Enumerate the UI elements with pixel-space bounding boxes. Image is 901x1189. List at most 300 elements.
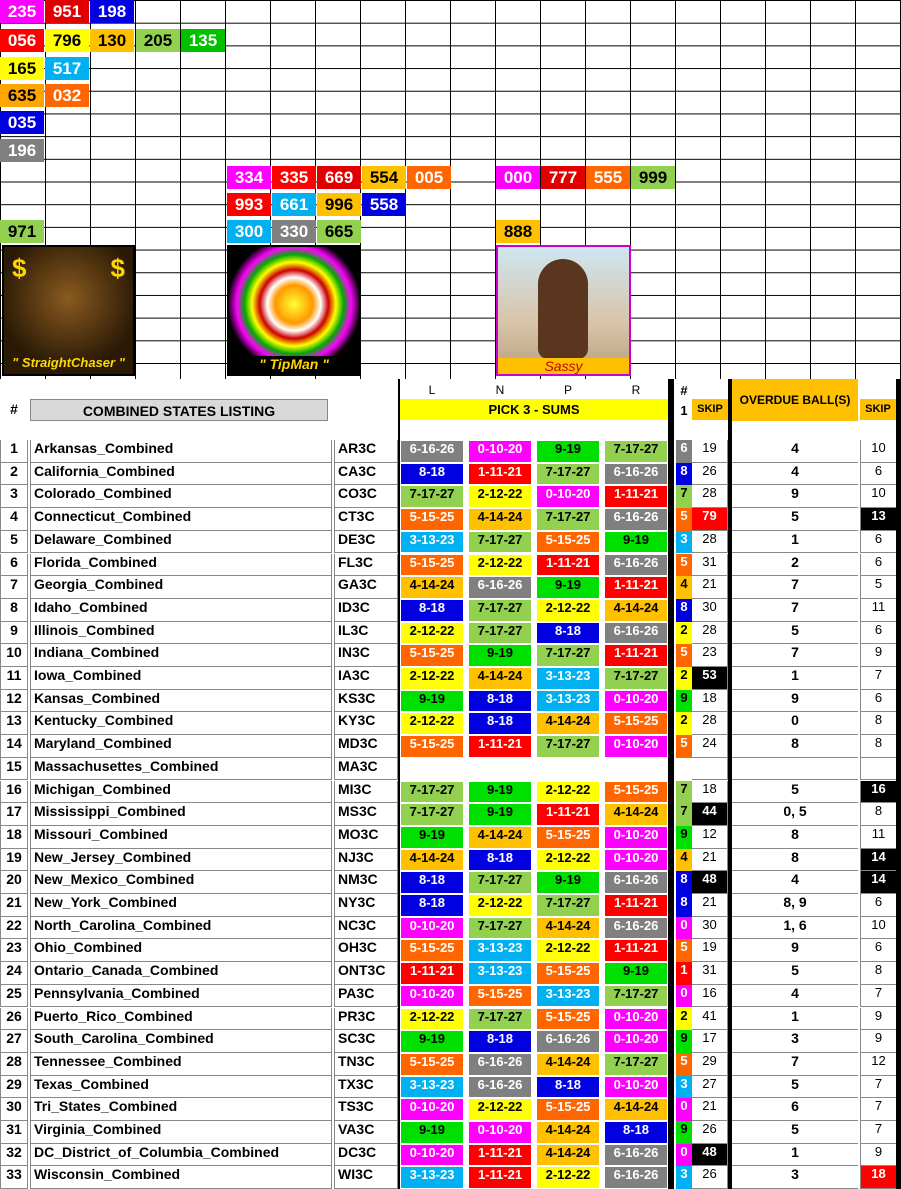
pick-sum: 5-15-25 <box>468 985 532 1008</box>
pick-sum: 1-11-21 <box>604 894 668 917</box>
state-code: MS3C <box>334 803 398 826</box>
state-code: WI3C <box>334 1166 398 1189</box>
pick-sum: 3-13-23 <box>400 1076 464 1099</box>
number-cell: 205 <box>136 29 180 52</box>
number-cell: 130 <box>90 29 134 52</box>
tipman-avatar <box>227 245 361 376</box>
pick-sum: 8-18 <box>468 849 532 872</box>
skip-count: 31 <box>692 554 728 577</box>
pick-sum: 9-19 <box>536 871 600 894</box>
pick-sum: 1-11-21 <box>536 554 600 577</box>
avatar-caption: " StraightChaser " <box>12 355 125 370</box>
skip2-count: 12 <box>860 1053 896 1076</box>
table-row <box>0 826 901 849</box>
sum-digit: 2 <box>676 712 692 735</box>
overdue-balls: 7 <box>732 644 858 667</box>
row-number: 8 <box>0 599 28 622</box>
state-name: Tri_States_Combined <box>30 1098 332 1121</box>
pick-sum: 5-15-25 <box>400 644 464 667</box>
state-name: South_Carolina_Combined <box>30 1030 332 1053</box>
state-name: Massachusettes_Combined <box>30 758 332 781</box>
table-row <box>0 939 901 962</box>
state-name: Illinois_Combined <box>30 622 332 645</box>
row-number: 17 <box>0 803 28 826</box>
pick-sum: 6-16-26 <box>604 463 668 486</box>
number-cell: 517 <box>45 57 89 80</box>
pick-sum: 8-18 <box>468 1030 532 1053</box>
overdue-balls: 9 <box>732 939 858 962</box>
pick-sum: 7-17-27 <box>604 985 668 1008</box>
state-code: SC3C <box>334 1030 398 1053</box>
state-name: Maryland_Combined <box>30 735 332 758</box>
pick-sum: 0-10-20 <box>604 849 668 872</box>
skip2-count: 6 <box>860 463 896 486</box>
skip2-count: 9 <box>860 1030 896 1053</box>
skip-count: 27 <box>692 1076 728 1099</box>
overdue-balls: 2 <box>732 554 858 577</box>
table-row <box>0 599 901 622</box>
pick-sum: 7-17-27 <box>400 485 464 508</box>
sum-digit: 7 <box>676 781 692 804</box>
overdue-balls: 5 <box>732 622 858 645</box>
state-code: TS3C <box>334 1098 398 1121</box>
pick-sum: 6-16-26 <box>604 917 668 940</box>
overdue-balls: 8 <box>732 826 858 849</box>
row-number: 25 <box>0 985 28 1008</box>
row-number: 9 <box>0 622 28 645</box>
pick-sum: 8-18 <box>536 1076 600 1099</box>
row-number: 1 <box>0 440 28 463</box>
pick-sum: 2-12-22 <box>468 485 532 508</box>
states-table <box>0 379 901 1189</box>
pick-sum: 5-15-25 <box>400 554 464 577</box>
header-title: COMBINED STATES LISTING <box>30 399 328 421</box>
pick-sum: 5-15-25 <box>536 826 600 849</box>
pick-sum: 9-19 <box>468 803 532 826</box>
pick-sum: 4-14-24 <box>604 803 668 826</box>
state-code: IN3C <box>334 644 398 667</box>
state-code: CO3C <box>334 485 398 508</box>
pick-sum: 8-18 <box>468 712 532 735</box>
overdue-balls: 4 <box>732 985 858 1008</box>
state-code: DC3C <box>334 1144 398 1167</box>
pick-sum: 4-14-24 <box>468 826 532 849</box>
pick-sum: 0-10-20 <box>400 1144 464 1167</box>
pick-sum: 4-14-24 <box>468 508 532 531</box>
pick-sum: 6-16-26 <box>604 1166 668 1189</box>
skip-count: 18 <box>692 781 728 804</box>
number-cell: 035 <box>0 111 44 134</box>
state-name: Colorado_Combined <box>30 485 332 508</box>
skip-count: 19 <box>692 939 728 962</box>
sum-digit: 7 <box>676 485 692 508</box>
skip-count: 48 <box>692 1144 728 1167</box>
overdue-balls: 5 <box>732 1076 858 1099</box>
skip-count: 21 <box>692 894 728 917</box>
pick-sum: 7-17-27 <box>468 622 532 645</box>
state-name: Kansas_Combined <box>30 690 332 713</box>
pick-sum: 0-10-20 <box>400 985 464 1008</box>
sum-digit: 3 <box>676 1166 692 1189</box>
state-code: PA3C <box>334 985 398 1008</box>
skip-count: 29 <box>692 1053 728 1076</box>
number-cell: 198 <box>90 0 134 23</box>
sum-digit: 5 <box>676 1053 692 1076</box>
skip2-count: 8 <box>860 962 896 985</box>
straightchaser-avatar <box>2 245 135 376</box>
pick-sum: 2-12-22 <box>400 667 464 690</box>
sum-digit: 0 <box>676 1098 692 1121</box>
pick-sum: 6-16-26 <box>400 440 464 463</box>
state-name: Ohio_Combined <box>30 939 332 962</box>
pick-sum: 7-17-27 <box>468 871 532 894</box>
header-hash2: # <box>680 383 688 398</box>
table-row <box>0 917 901 940</box>
skip-count: 23 <box>692 644 728 667</box>
sum-digit: 9 <box>676 690 692 713</box>
skip2-count: 8 <box>860 803 896 826</box>
avatar-figure <box>538 259 588 359</box>
row-number: 7 <box>0 576 28 599</box>
pick-sum: 5-15-25 <box>400 508 464 531</box>
state-name: Connecticut_Combined <box>30 508 332 531</box>
skip2-count: 11 <box>860 599 896 622</box>
state-name: Iowa_Combined <box>30 667 332 690</box>
table-row <box>0 1030 901 1053</box>
state-code: OH3C <box>334 939 398 962</box>
state-name: Ontario_Canada_Combined <box>30 962 332 985</box>
table-row <box>0 1098 901 1121</box>
skip-count: 17 <box>692 1030 728 1053</box>
divider <box>896 379 901 1189</box>
skip2-count: 9 <box>860 644 896 667</box>
state-name: Missouri_Combined <box>30 826 332 849</box>
state-name: Wisconsin_Combined <box>30 1166 332 1189</box>
state-code: KS3C <box>334 690 398 713</box>
skip-count: 44 <box>692 803 728 826</box>
pick-sum: 4-14-24 <box>468 667 532 690</box>
pick-sum: 9-19 <box>400 1030 464 1053</box>
row-number: 6 <box>0 554 28 577</box>
table-row <box>0 985 901 1008</box>
pick-sum: 9-19 <box>400 826 464 849</box>
pick-sum: 3-13-23 <box>468 939 532 962</box>
pick-sum: 1-11-21 <box>468 1144 532 1167</box>
pick-sum: 4-14-24 <box>400 849 464 872</box>
pick-sum: 5-15-25 <box>604 712 668 735</box>
state-code: ONT3C <box>334 962 398 985</box>
skip2-count: 16 <box>860 781 896 804</box>
state-code: DE3C <box>334 531 398 554</box>
number-cell: 665 <box>317 220 361 243</box>
pick-sum: 0-10-20 <box>604 1076 668 1099</box>
number-cell: 558 <box>362 193 406 216</box>
row-number: 18 <box>0 826 28 849</box>
pick-sum: 2-12-22 <box>400 712 464 735</box>
number-cell: 330 <box>272 220 316 243</box>
skip2-count: 5 <box>860 576 896 599</box>
table-row <box>0 803 901 826</box>
number-cell: 334 <box>227 166 271 189</box>
pick-sum: 2-12-22 <box>400 622 464 645</box>
skip2-count: 13 <box>860 508 896 531</box>
state-name: DC_District_of_Columbia_Combined <box>30 1144 332 1167</box>
header-r: R <box>631 383 641 397</box>
pick-sum: 8-18 <box>400 871 464 894</box>
row-number: 21 <box>0 894 28 917</box>
sassy-avatar <box>496 245 631 376</box>
header-p: P <box>563 383 572 397</box>
skip-count: 19 <box>692 440 728 463</box>
skip2-count: 8 <box>860 712 896 735</box>
sum-digit: 0 <box>676 1144 692 1167</box>
number-cell: 235 <box>0 0 44 23</box>
pick-sum: 4-14-24 <box>604 1098 668 1121</box>
state-name: Kentucky_Combined <box>30 712 332 735</box>
pick-sum: 2-12-22 <box>536 939 600 962</box>
pick-sum: 7-17-27 <box>604 440 668 463</box>
state-name: California_Combined <box>30 463 332 486</box>
skip-count: 21 <box>692 849 728 872</box>
pick-sum: 6-16-26 <box>604 554 668 577</box>
row-number: 15 <box>0 758 28 781</box>
row-number: 22 <box>0 917 28 940</box>
table-row <box>0 690 901 713</box>
state-name: Georgia_Combined <box>30 576 332 599</box>
pick-sum: 2-12-22 <box>468 554 532 577</box>
skip2-count: 6 <box>860 690 896 713</box>
skip2-count: 8 <box>860 735 896 758</box>
number-cell: 335 <box>272 166 316 189</box>
state-code: NJ3C <box>334 849 398 872</box>
overdue-balls <box>732 758 858 781</box>
state-name: Florida_Combined <box>30 554 332 577</box>
sum-digit: 2 <box>676 622 692 645</box>
pick-sum: 7-17-27 <box>604 1053 668 1076</box>
overdue-balls: 9 <box>732 690 858 713</box>
skip-count: 12 <box>692 826 728 849</box>
skip2-count: 7 <box>860 1076 896 1099</box>
skip-count: 28 <box>692 622 728 645</box>
table-row <box>0 849 901 872</box>
table-row <box>0 644 901 667</box>
top-grid <box>0 0 901 379</box>
state-code: GA3C <box>334 576 398 599</box>
pick-sum: 6-16-26 <box>536 1030 600 1053</box>
row-number: 29 <box>0 1076 28 1099</box>
row-number: 23 <box>0 939 28 962</box>
state-code: PR3C <box>334 1008 398 1031</box>
skip2-count: 6 <box>860 531 896 554</box>
dollar-icon: $ <box>110 253 125 283</box>
row-number: 28 <box>0 1053 28 1076</box>
row-number: 24 <box>0 962 28 985</box>
pick-sum: 3-13-23 <box>400 531 464 554</box>
pick-sum: 8-18 <box>400 894 464 917</box>
skip2-count <box>860 758 896 781</box>
state-name: Michigan_Combined <box>30 781 332 804</box>
number-cell: 135 <box>181 29 225 52</box>
state-code: TX3C <box>334 1076 398 1099</box>
table-row <box>0 871 901 894</box>
number-cell: 796 <box>45 29 89 52</box>
pick-sum <box>536 758 600 781</box>
header-skip: SKIP <box>692 399 728 420</box>
pick-sum: 1-11-21 <box>468 735 532 758</box>
skip-count <box>692 758 728 781</box>
sum-digit: 9 <box>676 1121 692 1144</box>
state-code: MO3C <box>334 826 398 849</box>
overdue-balls: 1 <box>732 1144 858 1167</box>
pick-sum: 1-11-21 <box>468 463 532 486</box>
state-name: Pennsylvania_Combined <box>30 985 332 1008</box>
pick-sum: 7-17-27 <box>536 508 600 531</box>
dollar-icon: $ <box>12 253 27 283</box>
state-name: Puerto_Rico_Combined <box>30 1008 332 1031</box>
number-cell: 032 <box>45 84 89 107</box>
number-cell: 300 <box>227 220 271 243</box>
number-cell: 661 <box>272 193 316 216</box>
pick-sum: 2-12-22 <box>400 1008 464 1031</box>
table-row <box>0 781 901 804</box>
divider <box>668 379 674 1189</box>
skip2-count: 6 <box>860 894 896 917</box>
pick-sum: 8-18 <box>400 599 464 622</box>
pick-sum: 6-16-26 <box>604 508 668 531</box>
state-code: MI3C <box>334 781 398 804</box>
sum-digit: 0 <box>676 985 692 1008</box>
skip-count: 21 <box>692 1098 728 1121</box>
pick-sum: 7-17-27 <box>536 463 600 486</box>
header-overdue: OVERDUE BALL(S) <box>732 379 858 421</box>
sum-digit: 0 <box>676 917 692 940</box>
state-name: Idaho_Combined <box>30 599 332 622</box>
skip2-count: 7 <box>860 1121 896 1144</box>
pick-sum: 6-16-26 <box>604 871 668 894</box>
state-name: New_York_Combined <box>30 894 332 917</box>
divider <box>728 379 732 1189</box>
row-number: 2 <box>0 463 28 486</box>
pick-sum: 1-11-21 <box>400 962 464 985</box>
row-number: 16 <box>0 781 28 804</box>
number-cell: 554 <box>362 166 406 189</box>
header-pick3: PICK 3 - SUMS <box>400 399 668 420</box>
overdue-balls: 0, 5 <box>732 803 858 826</box>
sum-digit: 2 <box>676 667 692 690</box>
overdue-balls: 4 <box>732 871 858 894</box>
overdue-balls: 7 <box>732 599 858 622</box>
pick-sum: 0-10-20 <box>604 1008 668 1031</box>
skip2-count: 10 <box>860 440 896 463</box>
overdue-balls: 7 <box>732 1053 858 1076</box>
pick-sum: 7-17-27 <box>468 917 532 940</box>
pick-sum: 8-18 <box>536 622 600 645</box>
overdue-balls: 4 <box>732 463 858 486</box>
pick-sum: 9-19 <box>468 781 532 804</box>
header-n: N <box>495 383 505 397</box>
pick-sum: 0-10-20 <box>400 917 464 940</box>
overdue-balls: 1 <box>732 667 858 690</box>
pick-sum <box>604 758 668 781</box>
pick-sum: 4-14-24 <box>536 1144 600 1167</box>
number-cell: 196 <box>0 139 44 162</box>
sum-digit: 5 <box>676 508 692 531</box>
state-name: New_Jersey_Combined <box>30 849 332 872</box>
overdue-balls: 3 <box>732 1166 858 1189</box>
state-code: CT3C <box>334 508 398 531</box>
overdue-balls: 3 <box>732 1030 858 1053</box>
pick-sum: 6-16-26 <box>604 622 668 645</box>
skip-count: 53 <box>692 667 728 690</box>
skip-count: 18 <box>692 690 728 713</box>
overdue-balls: 0 <box>732 712 858 735</box>
pick-sum: 1-11-21 <box>536 803 600 826</box>
skip2-count: 6 <box>860 554 896 577</box>
table-row <box>0 463 901 486</box>
pick-sum: 9-19 <box>536 440 600 463</box>
pick-sum <box>468 758 532 781</box>
pick-sum: 0-10-20 <box>604 1030 668 1053</box>
table-row <box>0 440 901 463</box>
pick-sum: 9-19 <box>604 962 668 985</box>
skip2-count: 9 <box>860 1008 896 1031</box>
number-cell: 993 <box>227 193 271 216</box>
sum-digit: 5 <box>676 735 692 758</box>
pick-sum: 3-13-23 <box>536 985 600 1008</box>
sum-digit: 5 <box>676 939 692 962</box>
pick-sum: 6-16-26 <box>468 1076 532 1099</box>
state-name: Indiana_Combined <box>30 644 332 667</box>
row-number: 19 <box>0 849 28 872</box>
pick-sum: 1-11-21 <box>604 485 668 508</box>
avatar-caption: Sassy <box>498 358 629 374</box>
pick-sum: 4-14-24 <box>536 917 600 940</box>
table-row <box>0 554 901 577</box>
sum-digit: 8 <box>676 894 692 917</box>
state-code: ID3C <box>334 599 398 622</box>
skip2-count: 14 <box>860 871 896 894</box>
pick-sum: 0-10-20 <box>604 690 668 713</box>
overdue-balls: 9 <box>732 485 858 508</box>
overdue-balls: 6 <box>732 1098 858 1121</box>
pick-sum: 8-18 <box>604 1121 668 1144</box>
pick-sum: 5-15-25 <box>536 962 600 985</box>
number-cell: 999 <box>631 166 675 189</box>
state-name: Mississippi_Combined <box>30 803 332 826</box>
state-code: KY3C <box>334 712 398 735</box>
table-row <box>0 1144 901 1167</box>
avatar-caption: " TipMan " <box>229 356 359 372</box>
overdue-balls: 5 <box>732 508 858 531</box>
table-row <box>0 1166 901 1189</box>
number-cell: 000 <box>496 166 540 189</box>
skip-count: 21 <box>692 576 728 599</box>
table-row <box>0 1008 901 1031</box>
pick-sum: 5-15-25 <box>400 1053 464 1076</box>
overdue-balls: 1 <box>732 1008 858 1031</box>
pick-sum: 5-15-25 <box>604 781 668 804</box>
table-row <box>0 758 901 781</box>
pick-sum: 1-11-21 <box>468 1166 532 1189</box>
pick-sum: 6-16-26 <box>468 1053 532 1076</box>
pick-sum: 5-15-25 <box>400 735 464 758</box>
overdue-balls: 8 <box>732 849 858 872</box>
pick-sum: 3-13-23 <box>536 667 600 690</box>
skip-count: 26 <box>692 1121 728 1144</box>
sum-digit: 9 <box>676 1030 692 1053</box>
state-code: CA3C <box>334 463 398 486</box>
pick-sum: 1-11-21 <box>604 644 668 667</box>
